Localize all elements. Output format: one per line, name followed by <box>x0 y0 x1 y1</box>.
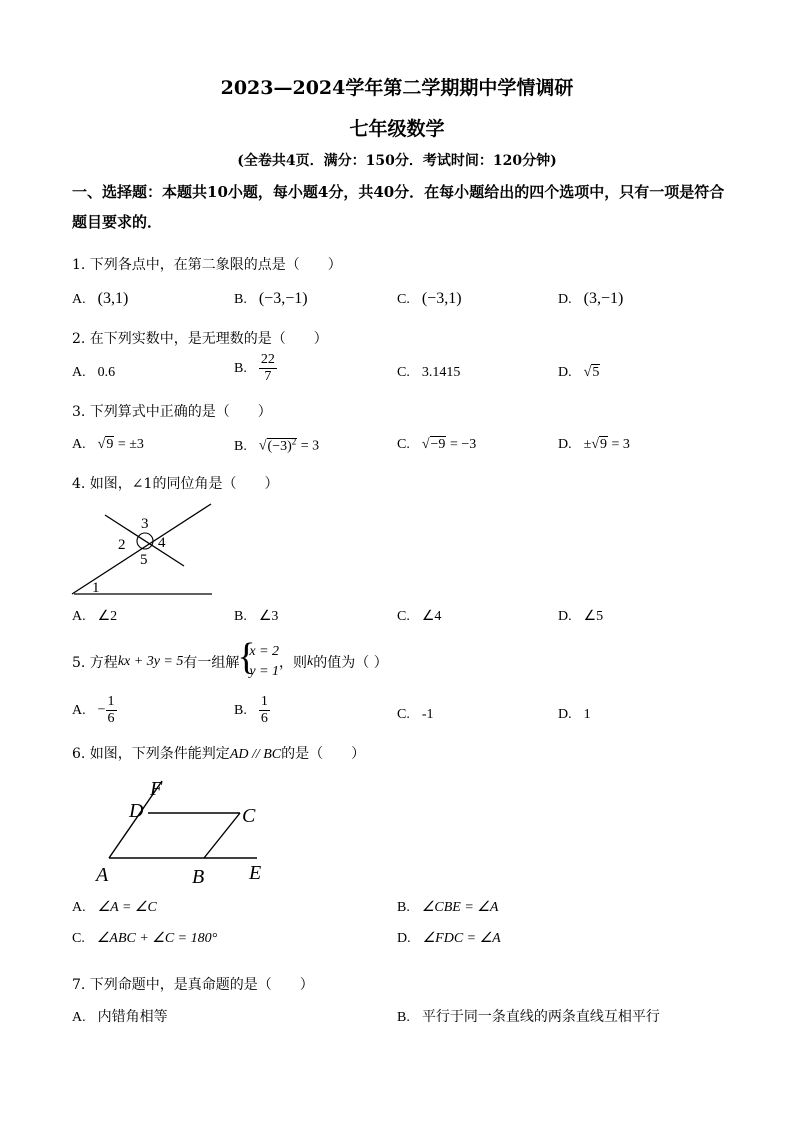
q4-option-a: A. ∠2 <box>72 609 118 624</box>
q7-option-a: A. 内错角相等 <box>72 1009 168 1025</box>
q1-option-a: A. (3,1) <box>72 290 129 307</box>
fig-label-1: 1 <box>92 580 100 596</box>
q2-option-c: C. 3.1415 <box>397 365 461 380</box>
fig-label-e: E <box>249 862 262 884</box>
question-4-stem: 4. 如图，∠1的同位角是（ ） <box>72 476 279 492</box>
parallelogram-figure <box>92 775 282 887</box>
q6-option-c: C. ∠ABC + ∠C = 180° <box>72 931 218 946</box>
q7-option-b: B. 平行于同一条直线的两条直线互相平行 <box>397 1009 660 1025</box>
q5-option-c: C. -1 <box>397 707 434 722</box>
q2-option-d: D. √5 <box>558 365 600 380</box>
q6-option-b: B. ∠CBE = ∠A <box>397 900 499 915</box>
exam-note: (全卷共4页．满分：150分．考试时间：120分钟) <box>237 153 557 169</box>
fig-label-a: A <box>96 864 109 886</box>
q3-option-d: D. ±√9 = 3 <box>558 437 630 452</box>
fig-label-d: D <box>129 800 144 822</box>
q6-option-d: D. ∠FDC = ∠A <box>397 931 501 946</box>
fig-label-f: F <box>150 778 163 800</box>
q5-option-d: D. 1 <box>558 707 591 722</box>
q5-option-a: A. − $\frac{1}{6}$ <box>72 694 115 726</box>
fig-label-5: 5 <box>140 552 148 568</box>
fig-label-3: 3 <box>141 516 149 532</box>
exam-title: 2023—2024学年第二学期期中学情调研 <box>220 77 574 99</box>
q1-option-c: C. (−3,1) <box>397 290 462 307</box>
q3-option-a: A. √9 = ±3 <box>72 437 144 452</box>
equation-system: { x = 2 y = 1 <box>237 636 280 679</box>
q3-option-c: C. √−9 = −3 <box>397 437 477 452</box>
q5-option-b: B. $\frac{1}{6}$ <box>234 694 268 726</box>
q2-option-b: B. $\frac{22}{7}$ <box>234 352 275 384</box>
section-heading: 一、选择题：本题共10小题，每小题4分，共40分．在每小题给出的四个选项中，只有一项是符合题目要求的． <box>72 183 725 231</box>
q4-option-b: B. ∠3 <box>234 609 279 624</box>
question-6-stem: 6. 如图，下列条件能判定AD // BC的是（ ） <box>72 746 366 762</box>
exam-subject: 七年级数学 <box>349 118 445 140</box>
question-5-stem: 5. 方程kx + 3y = 5有一组解 { x = 2 y = 1 ，则k的值为（ ） <box>72 642 388 682</box>
question-1-stem: 1. 下列各点中，在第二象限的点是（ ） <box>72 257 342 273</box>
q1-option-d: D. (3,−1) <box>558 290 624 307</box>
angle-figure <box>70 498 220 602</box>
fig-label-b: B <box>192 866 205 887</box>
fig-label-c: C <box>242 805 256 827</box>
q1-option-b: B. (−3,−1) <box>234 290 308 307</box>
square-root: √5 <box>583 365 600 380</box>
fig-label-4: 4 <box>158 535 166 551</box>
question-7-stem: 7. 下列命题中，是真命题的是（ ） <box>72 977 314 993</box>
q3-option-b: B. $√(-3)^2 = 3$ <box>234 436 320 454</box>
q4-option-d: D. ∠5 <box>558 609 604 624</box>
q4-option-c: C. ∠4 <box>397 609 442 624</box>
q6-option-a: A. ∠A = ∠C <box>72 900 157 915</box>
question-3-stem: 3. 下列算式中正确的是（ ） <box>72 404 272 420</box>
question-2-stem: 2. 在下列实数中，是无理数的是（ ） <box>72 331 328 347</box>
fraction: $\frac{22}{7}$ <box>260 352 275 384</box>
q2-option-a: A. 0.6 <box>72 365 116 380</box>
fig-label-2: 2 <box>118 537 126 553</box>
